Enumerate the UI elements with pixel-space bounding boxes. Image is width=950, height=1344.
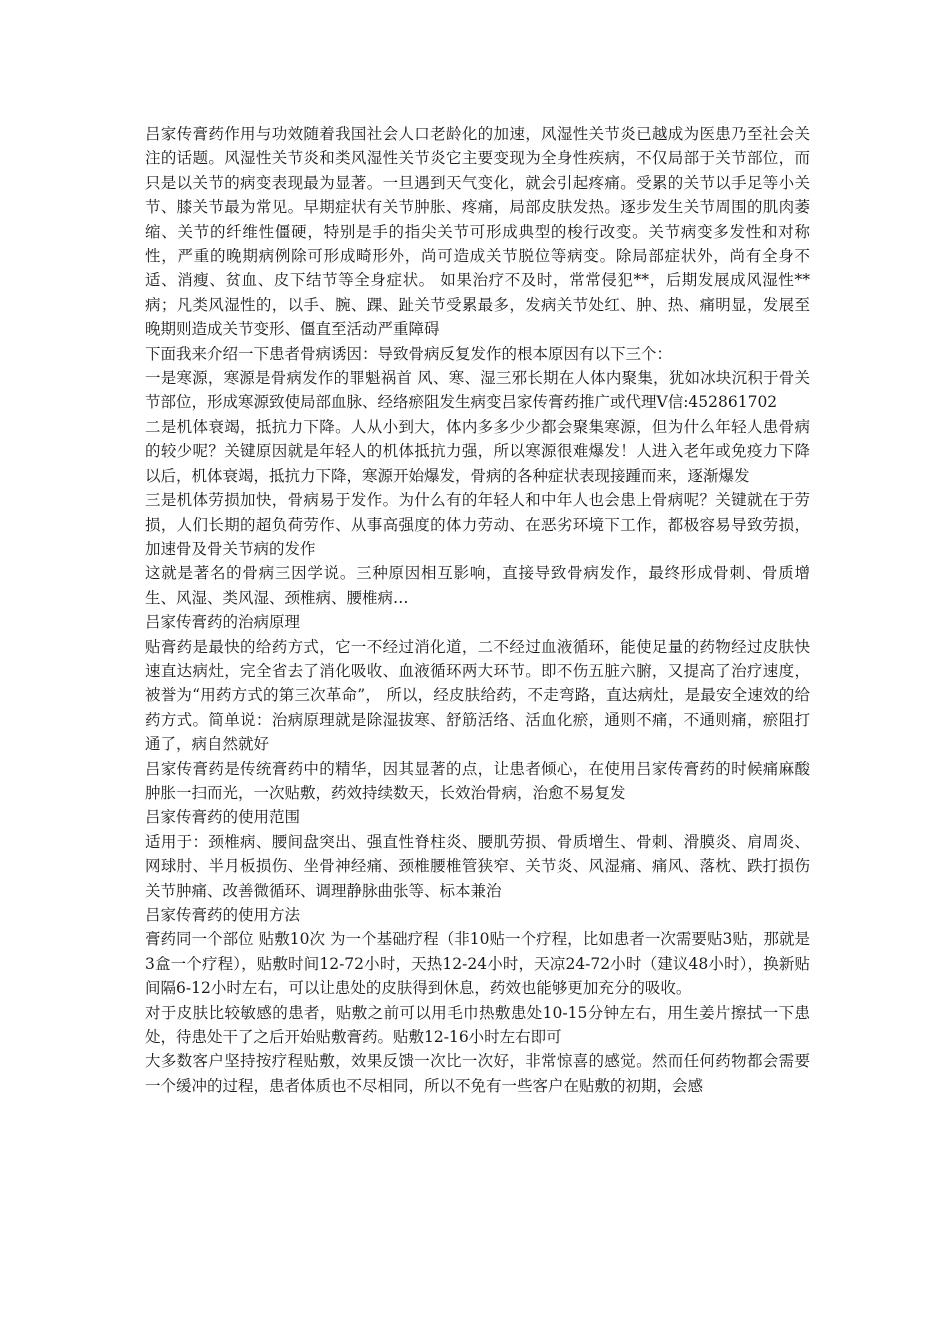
- paragraph-cause-three: 三是机体劳损加快，骨病易于发作。为什么有的年轻人和中年人也会患上骨病呢？关键就在于劳损，人们长期的超负荷劳作、从事高强度的体力劳动、在恶劣环境下工作，都极容易导致劳损，加速骨及骨关节病的发作: [145, 491, 810, 558]
- paragraph-plaster-essence: 吕家传膏药是传统膏药中的精华，因其显著的点，让患者倾心，在使用吕家传膏药的时候痛麻酸肿胀一扫而光，一次贴敷，药效持续数天，长效治骨病，治愈不易复发: [145, 759, 810, 802]
- paragraph-treatment-principle: 贴膏药是最快的给药方式，它一不经过消化道，二不经过血液循环，能使足量的药物经过皮肤快速直达病灶，完全省去了消化吸收、血液循环两大环节。即不伤五脏六腑，又提高了治疗速度，被誉为“用药方式的第三次革命”， 所以，经皮肤给药，不走弯路，直达病灶，是最安全速效的给药方式。简单说：治病原理就是除湿拔寒、舒筋活络、活血化瘀，通则不痛，不通则痛，瘀阻打通了，病自然就好: [145, 637, 810, 754]
- paragraph-sensitive-skin: 对于皮肤比较敏感的患者，贴敷之前可以用毛巾热敷患处10-15分钟左右，用生姜片擦拭一下患处，待患处干了之后开始贴敷膏药。贴敷12-16小时左右即可: [145, 1003, 810, 1047]
- paragraph-intro: 吕家传膏药作用与功效随着我国社会人口老龄化的加速，风湿性关节炎已越成为医患乃至社会关注的话题。风湿性关节炎和类风湿性关节炎它主要变现为全身性疾病，不仅局部于关节部位，而只是以关节的病变表现最为显著。一旦遇到天气变化，就会引起疼痛。受累的关节以手足等小关节、膝关节最为常见。早期症状有关节肿胀、疼痛，局部皮肤发热。逐步发生关节周围的肌肉萎缩、关节的纤维性僵硬，特别是手的指尖关节可形成典型的梭行改变。关节病变多发性和对称性，严重的晚期病例除可形成畸形外，尚可造成关节脱位等病变。除局部症状外，尚有全身不适、消瘦、贫血、皮下结节等全身症状。 如果治疗不及时，常常侵犯**，后期发展成风湿性**病；凡类风湿性的，以手、腕、踝、趾关节受累最多，发病关节处红、肿、热、痛明显，发展至晚期则造成关节变形、僵直至活动严重障碍: [145, 125, 810, 339]
- document-body: [145, 122, 810, 1098]
- paragraph-three-cause-theory: 这就是著名的骨病三因学说。三种原因相互影响，直接导致骨病发作，最终形成骨刺、骨质增生、风湿、类风湿、颈椎病、腰椎病…: [145, 564, 810, 607]
- paragraph-causes-intro: 下面我来介绍一下患者骨病诱因：导致骨病反复发作的根本原因有以下三个：: [145, 344, 673, 363]
- heading-usage-method: 吕家传膏药的使用方法: [145, 906, 301, 924]
- heading-usage-scope: 吕家传膏药的使用范围: [145, 808, 301, 827]
- paragraph-usage-method: 膏药同一个部位 贴敷10次 为一个基础疗程（非10贴一个疗程，比如患者一次需要贴3贴，那就是3盒一个疗程），贴敷时间12-72小时，天热12-24小时，天凉24-72小时（建议48小时），换新贴间隔6-12小时左右，可以让患处的皮肤得到休息，药效也能够更加充分的吸收。: [145, 930, 810, 998]
- paragraph-cause-two: 二是机体衰竭，抵抗力下降。人从小到大，体内多多少少都会聚集寒源，但为什么年轻人患骨病的较少呢？关键原因就是年轻人的机体抵抗力强，所以寒源很难爆发！人进入老年或免疫力下降以后，机体衰竭，抵抗力下降，寒源开始爆发，骨病的各种症状表现接踵而来，逐渐爆发: [145, 417, 810, 485]
- paragraph-usage-scope: 适用于：颈椎病、腰间盘突出、强直性脊柱炎、腰肌劳损、骨质增生、骨刺、滑膜炎、肩周炎、网球肘、半月板损伤、坐骨神经痛、颈椎腰椎管狭窄、关节炎、风湿痛、痛风、落枕、跌打损伤关节肿痛、改善微循环、调理静脉曲张等、标本兼治: [145, 832, 810, 900]
- paragraph-cause-one: 一是寒源，寒源是骨病发作的罪魁祸首 风、寒、湿三邪长期在人体内聚集，犹如冰块沉积于骨关节部位，形成寒源致使局部血脉、经络瘀阻发生病变吕家传膏药推广或代理V信:452861702: [145, 369, 810, 412]
- paragraph-customer-feedback: 大多数客户坚持按疗程贴敷，效果反馈一次比一次好，非常惊喜的感觉。然而任何药物都会需要一个缓冲的过程，患者体质也不尽相同，所以不免有一些客户在贴敷的初期，会感: [145, 1052, 810, 1095]
- heading-treatment-principle: 吕家传膏药的治病原理: [145, 613, 301, 632]
